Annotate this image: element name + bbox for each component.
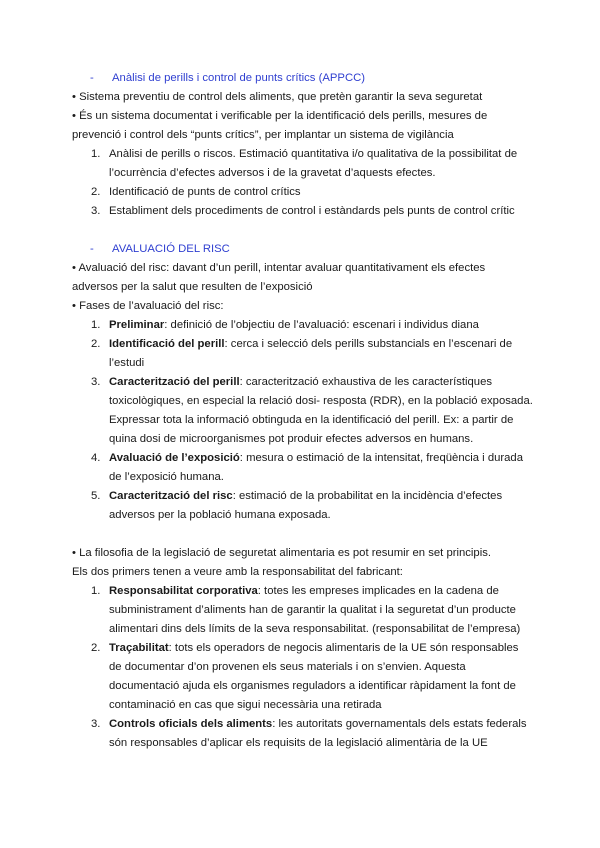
list-term: Traçabilitat <box>109 642 169 654</box>
list-text: : estimació de la probabilitat en la incidència d’efectes adversos per la població humana exposada. <box>109 490 503 521</box>
paragraph: • Sistema preventiu de control dels aliments, que pretèn garantir la seva seguretat <box>72 91 483 103</box>
section-heading-risk-assessment <box>90 240 534 259</box>
document-page <box>72 69 534 753</box>
paragraph: • És un sistema documentat i verificable per la identificació dels perills, mesures de prevenció i control dels “punts crítics”, per implantar un sistema de vigilància <box>72 110 488 141</box>
numbered-list <box>72 145 534 221</box>
list-term: Controls oficials dels aliments <box>109 718 273 730</box>
list-number: 3. <box>91 376 101 388</box>
list-number: 3. <box>91 205 101 217</box>
list-term: Preliminar <box>109 319 165 331</box>
paragraph: • Avaluació del risc: davant d’un perill, intentar avaluar quantitativament els efectes adversos per la salut que resulten de l’exposició <box>72 262 486 293</box>
list-item <box>72 335 534 373</box>
list-item <box>72 316 534 335</box>
list-text: : cerca i selecció dels perills substancials en l’escenari de l’estudi <box>109 338 513 369</box>
list-number: 1. <box>91 148 101 160</box>
list-item <box>72 202 534 221</box>
section-heading-appcc <box>90 69 534 88</box>
list-item <box>72 449 534 487</box>
list-text: : definició de l’objectiu de l’avaluació: escenari i individus diana <box>164 319 479 331</box>
list-item <box>72 639 534 715</box>
list-term: Avaluació de l’exposició <box>109 452 240 464</box>
heading-dash: - <box>90 72 94 84</box>
list-text: Anàlisi de perills o riscos. Estimació quantitativa i/o qualitativa de la possibilitat de l’ocurrència d’efectes adversos i de la gravetat d’aquests efectes. <box>109 148 518 179</box>
list-number: 1. <box>91 319 101 331</box>
list-term: Caracterització del perill <box>109 376 240 388</box>
list-text: Establiment dels procediments de control i estàndards pels punts de control crític <box>109 205 515 217</box>
list-term: Identificació del perill <box>109 338 225 350</box>
numbered-list <box>72 582 534 753</box>
paragraph: • Fases de l’avaluació del risc: <box>72 300 224 312</box>
heading-dash: - <box>90 243 94 255</box>
list-term: Responsabilitat corporativa <box>109 585 258 597</box>
list-term: Caracterització del risc <box>109 490 233 502</box>
list-number: 2. <box>91 338 101 350</box>
paragraph: • La filosofia de la legislació de seguretat alimentaria es pot resumir en set principis. <box>72 547 492 559</box>
list-item <box>72 582 534 639</box>
list-item <box>72 487 534 525</box>
list-text: : totes les empreses implicades en la cadena de subministrament d’aliments han de garantir la qualitat i la seguretat d’un producte alimentari dins dels límits de la seva responsabilitat. (responsabilitat de l’empresa) <box>109 585 521 635</box>
list-text: : caracterització exhaustiva de les característiques toxicològiques, en especial la relació dosi- resposta (RDR), en la població exposada. Expressar tota la informació obtinguda en la identificació del perill. Ex: a partir de quina dosi de microorganismes pot produir efectes adversos en humans. <box>109 376 533 445</box>
list-text: : tots els operadors de negocis alimentaris de la UE són responsables de documentar d’on provenen els seus materials i on s’envien. Aquesta documentació ajuda els organismes reguladors a identificar ràpidament la font de contaminació en cas que sigui necessària una retirada <box>109 642 519 711</box>
list-number: 4. <box>91 452 101 464</box>
spacer <box>72 525 534 544</box>
list-item <box>72 183 534 202</box>
list-text: Identificació de punts de control crítics <box>109 186 301 198</box>
list-number: 5. <box>91 490 101 502</box>
list-item <box>72 145 534 183</box>
list-number: 2. <box>91 186 101 198</box>
paragraph: Els dos primers tenen a veure amb la responsabilitat del fabricant: <box>72 566 403 578</box>
numbered-list <box>72 316 534 525</box>
list-item <box>72 715 534 753</box>
heading-title: AVALUACIÓ DEL RISC <box>112 243 230 255</box>
list-number: 3. <box>91 718 101 730</box>
list-text: : les autoritats governamentals dels estats federals són responsables d’aplicar els requisits de la legislació alimentària de la UE <box>109 718 527 749</box>
list-text: : mesura o estimació de la intensitat, freqüència i durada de l’exposició humana. <box>109 452 524 483</box>
list-number: 2. <box>91 642 101 654</box>
list-item <box>72 373 534 449</box>
heading-title: Anàlisi de perills i control de punts crítics (APPCC) <box>112 72 366 84</box>
list-number: 1. <box>91 585 101 597</box>
